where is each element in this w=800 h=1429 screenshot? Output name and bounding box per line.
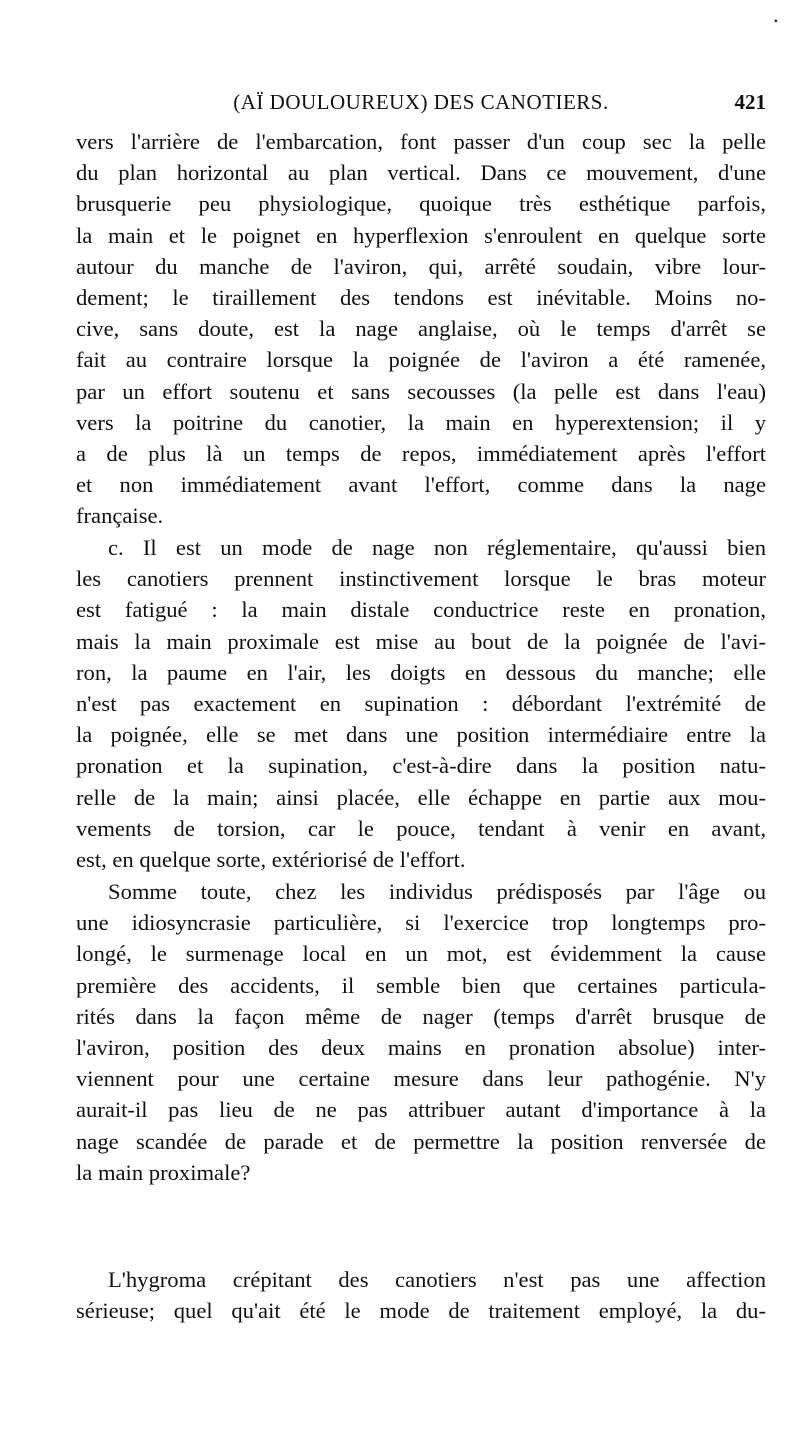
text-line: ron, la paume en l'air, les doigts en dessous du manche; elle bbox=[76, 659, 766, 685]
text-line: par un effort soutenu et sans secousses (la pelle est dans l'eau) bbox=[76, 378, 766, 404]
text-line: L'hygroma crépitant des canotiers n'est pas une affection bbox=[108, 1267, 766, 1292]
text-line: les canotiers prennent instinctivement lorsque le bras moteur bbox=[76, 566, 766, 592]
text-line: nage scandée de parade et de permettre la position renversée de bbox=[76, 1128, 766, 1154]
text-line: française. bbox=[76, 503, 164, 529]
text-line: vers la poitrine du canotier, la main en hyperextension; il y bbox=[76, 409, 766, 435]
text-line: du plan horizontal au plan vertical. Dans ce mouvement, d'une bbox=[76, 160, 766, 186]
text-line: c. Il est un mode de nage non réglementaire, qu'aussi bien bbox=[108, 535, 766, 560]
margin-dot: • bbox=[773, 14, 778, 28]
paragraph-c bbox=[76, 532, 766, 875]
text-line: viennent pour une certaine mesure dans leur pathogénie. N'y bbox=[76, 1066, 766, 1092]
text-line: rités dans la façon même de nager (temps d'arrêt brusque de bbox=[76, 1003, 766, 1029]
text-line: est, en quelque sorte, extériorisé de l'effort. bbox=[76, 846, 466, 872]
page-number: 421 bbox=[734, 90, 766, 114]
text-line: fait au contraire lorsque la poignée de l'aviron a été ramenée, bbox=[76, 347, 766, 373]
text-line: cive, sans doute, est la nage anglaise, où le temps d'arrêt se bbox=[76, 316, 766, 342]
text-line: et non immédiatement avant l'effort, comme dans la nage bbox=[76, 472, 766, 498]
text-line: brusquerie peu physiologique, quoique très esthétique parfois, bbox=[76, 191, 766, 217]
text-line: aurait-il pas lieu de ne pas attribuer autant d'importance à la bbox=[76, 1097, 766, 1123]
text-line: une idiosyncrasie particulière, si l'exercice trop longtemps pro- bbox=[76, 910, 766, 936]
text-line: pronation et la supination, c'est-à-dire dans la position natu- bbox=[76, 753, 766, 779]
page-header bbox=[76, 86, 766, 118]
running-head: (AÏ DOULOUREUX) DES CANOTIERS. bbox=[233, 90, 609, 114]
text-line: mais la main proximale est mise au bout de la poignée de l'avi- bbox=[76, 628, 766, 654]
paragraph-hygroma bbox=[76, 1264, 766, 1326]
text-line: est fatigué : la main distale conductrice reste en pronation, bbox=[76, 597, 766, 623]
text-line: n'est pas exactement en supination : débordant l'extrémité de bbox=[76, 690, 766, 716]
text-line: la poignée, elle se met dans une position intermédiaire entre la bbox=[76, 722, 766, 748]
text-line: relle de la main; ainsi placée, elle échappe en partie aux mou- bbox=[76, 784, 766, 810]
text-line: la main et le poignet en hyperflexion s'enroulent en quelque sorte bbox=[76, 222, 766, 248]
text-line: vers l'arrière de l'embarcation, font passer d'un coup sec la pelle bbox=[76, 129, 766, 154]
text-line: sérieuse; quel qu'ait été le mode de traitement employé, la du- bbox=[76, 1298, 766, 1324]
text-line: longé, le surmenage local en un mot, est évidemment la cause bbox=[76, 941, 766, 967]
text-line: l'aviron, position des deux mains en pronation absolue) inter- bbox=[76, 1034, 766, 1060]
text-line: vements de torsion, car le pouce, tendant à venir en avant, bbox=[76, 815, 766, 841]
text-line: a de plus là un temps de repos, immédiatement après l'effort bbox=[76, 440, 766, 466]
text-line: Somme toute, chez les individus prédisposés par l'âge ou bbox=[108, 879, 766, 904]
text-line: la main proximale? bbox=[76, 1159, 251, 1185]
text-line: dement; le tiraillement des tendons est inévitable. Moins no- bbox=[76, 284, 766, 310]
text-line: autour du manche de l'aviron, qui, arrêté soudain, vibre lour- bbox=[76, 253, 766, 279]
paragraph-somme-toute bbox=[76, 876, 766, 1188]
paragraph-continuation bbox=[76, 126, 766, 531]
text-line: première des accidents, il semble bien que certaines particula- bbox=[76, 972, 766, 998]
